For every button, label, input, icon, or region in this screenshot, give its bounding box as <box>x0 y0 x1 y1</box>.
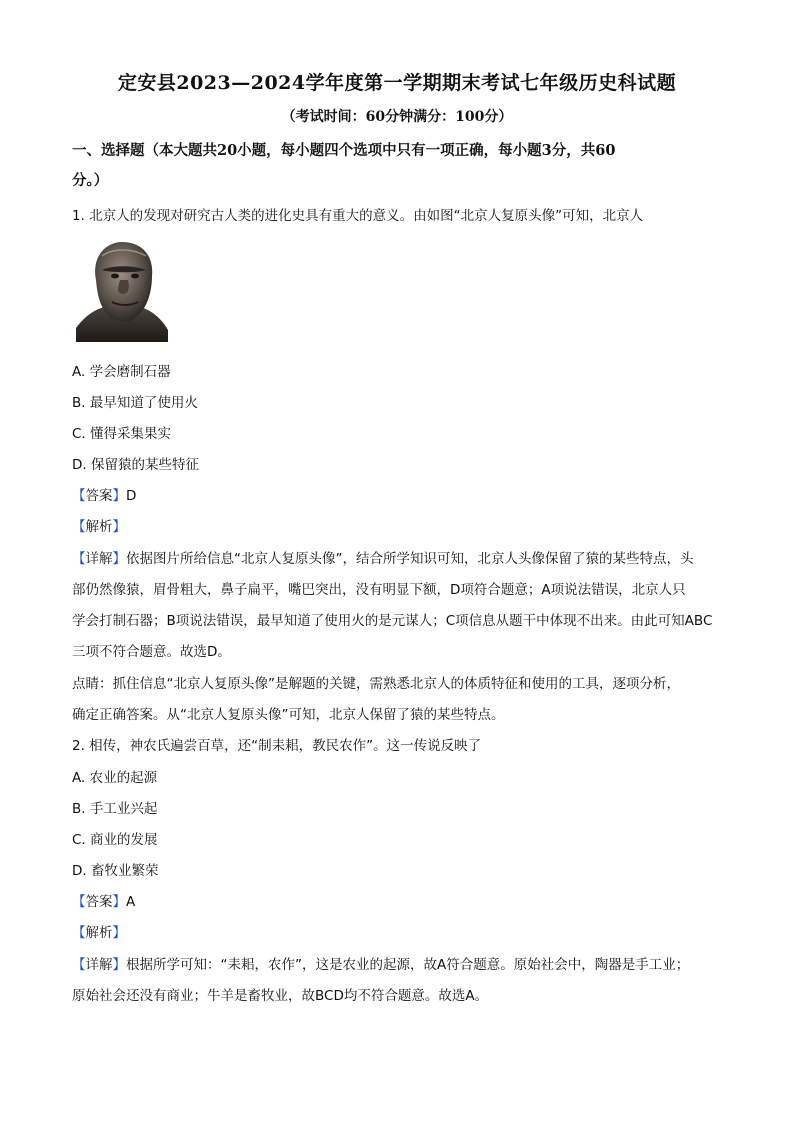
q1-analysis-label: 【解析】 <box>72 519 126 535</box>
q2-detail-line-1: 【详解】根据所学可知：“耒耜，农作”，这是农业的起源，故A符合题意。原始社会中，陶器是手工业； <box>72 957 690 973</box>
q2-stem: 2. 相传，神农氏遍尝百草，还“制耒耜，教民农作”。这一传说反映了 <box>72 738 482 754</box>
section-heading-line-1: 一、选择题（本大题共20小题，每小题四个选项中只有一项正确，每小题3分，共60 <box>72 142 616 159</box>
q2-option-b: B. 手工业兴起 <box>72 801 158 817</box>
q1-detail-line-3: 学会打制石器；B项说法错误，最早知道了使用火的是元谋人；C项信息从题干中体现不出来。由此可知ABC <box>72 613 713 629</box>
q1-note-line-1: 点睛：抓住信息“北京人复原头像”是解题的关键，需熟悉北京人的体质特征和使用的工具，逐项分析， <box>72 676 680 692</box>
q1-option-b: B. 最早知道了使用火 <box>72 395 198 411</box>
q1-detail-line-1: 【详解】依据图片所给信息“北京人复原头像”，结合所学知识可知，北京人头像保留了猿的某些特点，头 <box>72 551 694 567</box>
q2-option-d: D. 畜牧业繁荣 <box>72 863 159 879</box>
section-heading-line-2: 分。） <box>72 172 109 189</box>
q2-option-c: C. 商业的发展 <box>72 832 158 848</box>
peking-man-bust-image <box>72 236 170 342</box>
q2-option-a: A. 农业的起源 <box>72 770 158 786</box>
q1-detail-line-4: 三项不符合题意。故选D。 <box>72 644 231 660</box>
q1-option-a: A. 学会磨制石器 <box>72 364 171 380</box>
q1-option-c: C. 懂得采集果实 <box>72 426 172 442</box>
exam-subtitle: （考试时间：60分钟满分：100分） <box>281 109 513 125</box>
q1-note-line-2: 确定正确答案。从“北京人复原头像”可知，北京人保留了猿的某些特点。 <box>72 707 505 723</box>
q1-detail-line-2: 部仍然像猿，眉骨粗大，鼻子扁平，嘴巴突出，没有明显下额，D项符合题意；A项说法错误，北京人只 <box>72 582 686 598</box>
exam-title: 定安县2023—2024学年度第一学期期末考试七年级历史科试题 <box>117 72 677 94</box>
q2-answer-value: A <box>126 894 136 910</box>
q1-answer-value: D <box>126 488 137 504</box>
q2-analysis-label: 【解析】 <box>72 925 126 941</box>
q1-stem: 1. 北京人的发现对研究古人类的进化史具有重大的意义。由如图“北京人复原头像”可知，北京人 <box>72 208 644 224</box>
q1-answer: 【答案】D <box>72 488 137 504</box>
q1-option-d: D. 保留猿的某些特征 <box>72 457 199 473</box>
q2-answer: 【答案】A <box>72 894 136 910</box>
q2-detail-line-2: 原始社会还没有商业；牛羊是畜牧业，故BCD均不符合题意。故选A。 <box>72 988 489 1004</box>
